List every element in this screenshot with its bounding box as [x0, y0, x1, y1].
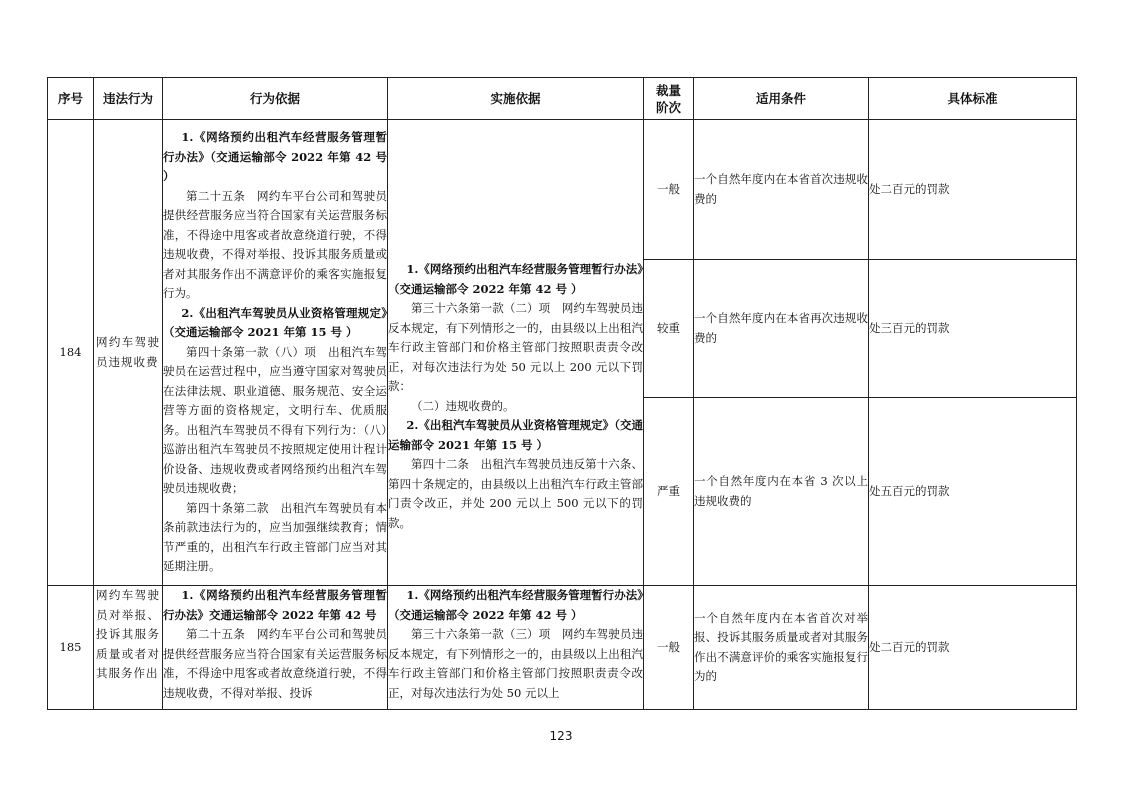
header-standard: 具体标准	[869, 78, 1077, 120]
row-violation	[94, 120, 163, 586]
row-no: 184	[48, 120, 94, 586]
row-implement	[388, 586, 644, 710]
implement-heading: 1.《网络预约出租汽车经营服务管理暂行办法》（交通运输部令 2022 年第 42 号 ）	[388, 262, 643, 296]
header-row	[48, 78, 1077, 120]
basis-paragraph: 第四十条第一款（八）项 出租汽车驾驶员在运营过程中，应当遵守国家对驾驶员在法律法规、职业道德、服务规范、安全运营等方面的资格规定，文明行车、优质服务。出租汽车驾驶员不得有下列行为：（八）巡游出租汽车驾驶员不按照规定使用计程计价设备、违规收费或者网络预约出租汽车驾驶员违规收费；	[163, 344, 387, 496]
header-basis: 行为依据	[163, 78, 388, 120]
basis-paragraph: 第二十五条 网约车平台公司和驾驶员提供经营服务应当符合国家有关运营服务标准，不得途中甩客或者故意绕道行驶，不得违规收费，不得对举报、投诉	[163, 627, 387, 700]
header-no: 序号	[48, 78, 94, 120]
implement-heading: 2.《出租汽车驾驶员从业资格管理规定》（交通运输部令 2021 年第 15 号 ）	[388, 418, 643, 452]
table-row	[48, 120, 1077, 260]
row-basis	[163, 586, 388, 710]
condition-cell: 一个自然年度内在本省 3 次以上违规收费的	[694, 398, 869, 586]
header-level: 裁量 阶次	[644, 78, 694, 120]
table-row	[48, 586, 1077, 710]
row-violation	[94, 586, 163, 710]
basis-paragraph: 第二十五条 网约车平台公司和驾驶员提供经营服务应当符合国家有关运营服务标准，不得途中甩客或者故意绕道行驶，不得违规收费，不得对举报、投诉其服务质量或者对其服务作出不满意评价的乘客实施报复行为。	[163, 188, 387, 301]
basis-heading: 1.《网络预约出租汽车经营服务管理暂行办法》（交通运输部令 2022 年第 42 号 ）	[163, 130, 387, 184]
level-cell: 严重	[644, 398, 694, 586]
implement-clip	[388, 586, 643, 709]
implement-paragraph: 第三十六条第一款（三）项 网约车驾驶员违反本规定，有下列情形之一的，由县级以上出租汽车行政主管部门和价格主管部门按照职责责令改正，对每次违法行为处 50 元以上	[388, 627, 643, 700]
row-no: 185	[48, 586, 94, 710]
basis-heading: 2.《出租汽车驾驶员从业资格管理规定》（交通运输部令 2021 年第 15 号 ）	[163, 305, 387, 340]
row-basis	[163, 120, 388, 586]
condition-cell: 一个自然年度内在本省首次对举报、投诉其服务质量或者对其服务作出不满意评价的乘客实施报复行为的	[694, 586, 869, 710]
standard-cell: 处五百元的罚款	[869, 398, 1077, 586]
level-cell: 较重	[644, 260, 694, 398]
page-number: 123	[549, 729, 573, 743]
basis-clip	[163, 586, 387, 709]
standard-cell: 处二百元的罚款	[869, 120, 1077, 260]
row-implement	[388, 120, 644, 586]
condition-cell: 一个自然年度内在本省再次违规收费的	[694, 260, 869, 398]
header-violation: 违法行为	[94, 78, 163, 120]
basis-heading: 1.《网络预约出租汽车经营服务管理暂行办法》交通运输部令 2022 年第 42 号	[163, 588, 387, 622]
header-condition: 适用条件	[694, 78, 869, 120]
implement-heading: 1.《网络预约出租汽车经营服务管理暂行办法》（交通运输部令 2022 年第 42 号 ）	[388, 588, 643, 622]
level-cell: 一般	[644, 586, 694, 710]
implement-paragraph: 第三十六条第一款（二）项 网约车驾驶员违反本规定，有下列情形之一的，由县级以上出租汽车行政主管部门和价格主管部门按照职责责令改正，对每次违法行为处 50 元以上 200 元以下罚款：	[388, 301, 643, 393]
violation-text: 网约车驾驶员违规收费	[96, 335, 160, 369]
condition-cell: 一个自然年度内在本省首次违规收费的	[694, 120, 869, 260]
standard-cell: 处二百元的罚款	[869, 586, 1077, 710]
discretion-table	[47, 77, 1077, 710]
standard-cell: 处三百元的罚款	[869, 260, 1077, 398]
violation-text: 网约车驾驶员对举报、投诉其服务质量或者对其服务作出	[96, 588, 160, 680]
implement-paragraph: （二）违规收费的。	[411, 398, 515, 413]
header-implement: 实施依据	[388, 78, 644, 120]
basis-paragraph: 第四十条第二款 出租汽车驾驶员有本条前款违法行为的，应当加强继续教育；情节严重的，出租汽车行政主管部门应当对其延期注册。	[163, 500, 387, 574]
implement-paragraph: 第四十二条 出租汽车驾驶员违反第十六条、第四十条规定的，由县级以上出租汽车行政主管部门责令改正，并处 200 元以上 500 元以下的罚款。	[388, 457, 643, 530]
level-cell: 一般	[644, 120, 694, 260]
